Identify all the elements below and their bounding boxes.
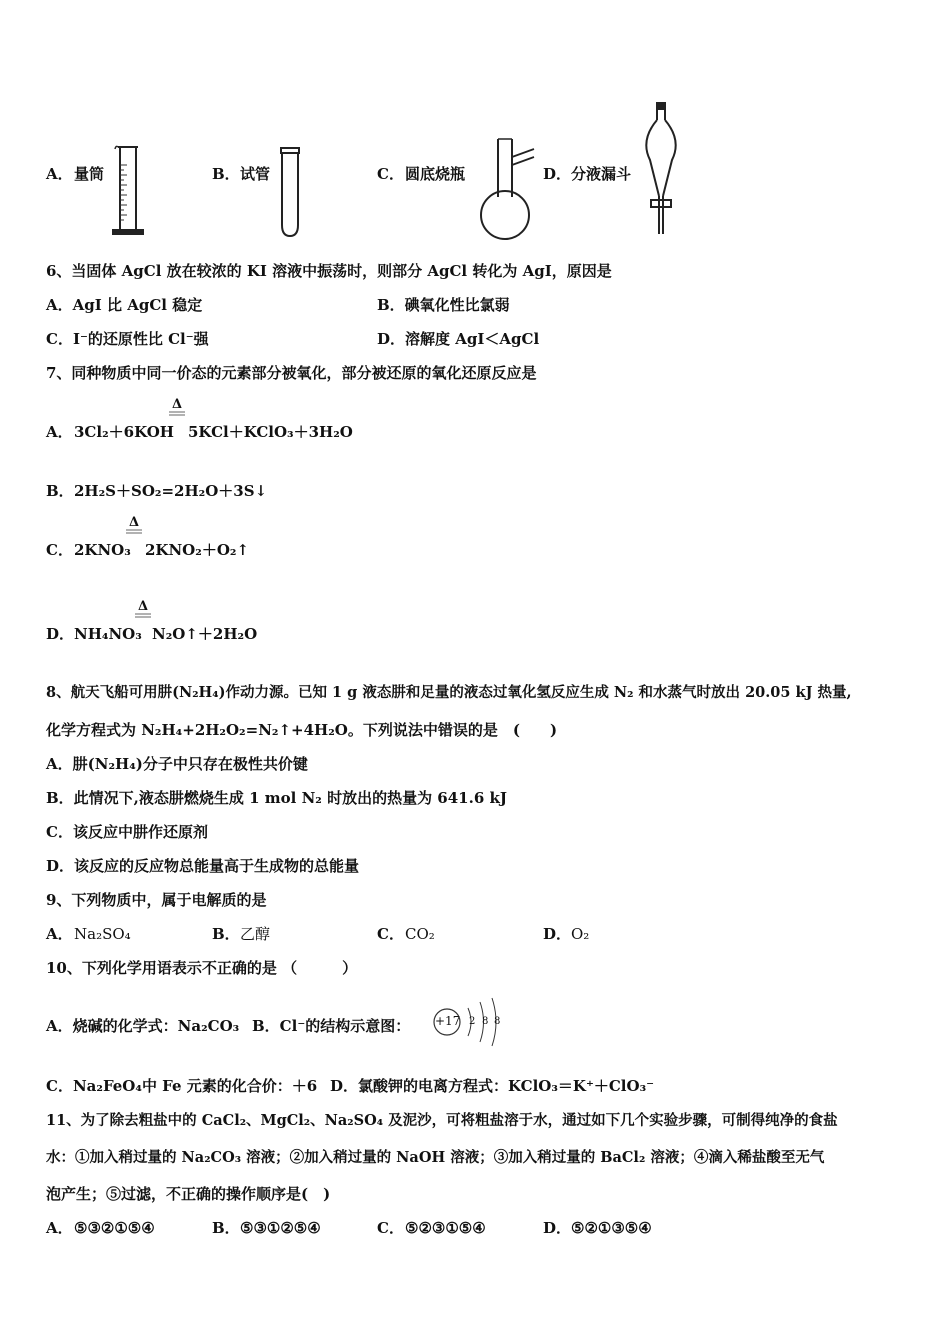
option-text: 乙醇: [240, 925, 271, 943]
option-c: C．Na₂FeO₄中 Fe 元素的化合价：＋6: [46, 1077, 318, 1095]
question-stem-line-2: 化学方程式为 N₂H₄+2H₂O₂=N₂↑+4H₂O。下列说法中错误的是 ( ): [46, 721, 558, 739]
option-label: B．: [212, 165, 240, 183]
nucleus-charge: +17: [435, 1014, 461, 1028]
option-label: A．: [46, 925, 73, 943]
option-text: O₂: [571, 925, 590, 943]
equation: 2H₂S＋SO₂=2H₂O＋3S↓: [74, 482, 268, 500]
option-text: ⑤③②①⑤④: [74, 1219, 155, 1237]
option-text: 试管: [240, 165, 271, 183]
option-label: B．: [212, 1219, 240, 1237]
graduated-cylinder-icon: [110, 145, 150, 237]
option-c: C．该反应中肼作还原剂: [46, 823, 208, 841]
option-label: C．: [377, 1219, 404, 1237]
option-a: A．肼(N₂H₄)分子中只存在极性共价键: [46, 755, 308, 773]
question-stem: 6、当固体 AgCl 放在较浓的 KI 溶液中振荡时，则部分 AgCl 转化为 AgI，原因是: [46, 262, 612, 280]
option-label: C．: [377, 165, 404, 183]
option-d: D．氯酸钾的电离方程式：KClO₃＝K⁺＋ClO₃⁻: [330, 1077, 655, 1095]
question-stem: 10、下列化学用语表示不正确的是 （ ）: [46, 959, 358, 977]
option-label: A．: [46, 165, 73, 183]
option-label: A．: [46, 423, 73, 441]
option-text: 圆底烧瓶: [405, 165, 466, 183]
separatory-funnel-icon: [636, 100, 686, 238]
question-stem-line-1: 8、航天飞船可用肼(N₂H₄)作动力源。已知 1 g 液态肼和足量的液态过氧化氢反应生成 N₂ 和水蒸气时放出 20.05 kJ 热量,: [46, 684, 852, 701]
heat-symbol: Δ: [137, 599, 149, 614]
heat-symbol: Δ: [128, 515, 140, 530]
option-a: A．烧碱的化学式：Na₂CO₃: [46, 1017, 240, 1035]
option-text: ⑤③①②⑤④: [240, 1219, 321, 1237]
option-label: D．: [543, 165, 572, 183]
products: N₂O↑＋2H₂O: [152, 625, 258, 643]
option-label: A．: [46, 1219, 73, 1237]
option-c: C．I⁻的还原性比 Cl⁻强: [46, 330, 209, 348]
option-b: B．Cl⁻的结构示意图：: [252, 1017, 411, 1035]
question-stem-line-1: 11、为了除去粗盐中的 CaCl₂、MgCl₂、Na₂SO₄ 及泥沙，可将粗盐溶于水，通过如下几个实验步骤，可制得纯净的食盐: [46, 1112, 838, 1129]
option-a: A．AgI 比 AgCl 稳定: [46, 296, 203, 314]
option-b: B．此情况下,液态肼燃烧生成 1 mol N₂ 时放出的热量为 641.6 kJ: [46, 789, 507, 807]
heat-symbol: Δ: [171, 397, 183, 412]
option-text: 量筒: [74, 165, 105, 183]
option-text: 分液漏斗: [571, 165, 632, 183]
option-text: ⑤②①③⑤④: [571, 1219, 652, 1237]
option-d: D．该反应的反应物总能量高于生成物的总能量: [46, 857, 360, 875]
option-label: C．: [46, 541, 73, 559]
products: 2KNO₂＋O₂↑: [145, 541, 250, 559]
option-label: B．: [212, 925, 240, 943]
option-text: ⑤②③①⑤④: [405, 1219, 486, 1237]
reactants: NH₄NO₃: [74, 625, 142, 643]
option-b: B．碘氧化性比氯弱: [377, 296, 510, 314]
shell-electrons-2: 8: [482, 1016, 489, 1027]
option-text: Na₂SO₄: [74, 925, 131, 943]
option-text: CO₂: [405, 925, 435, 943]
products: 5KCl＋KClO₃＋3H₂O: [188, 423, 353, 441]
question-stem: 9、下列物质中，属于电解质的是: [46, 891, 267, 909]
equals-sign-icon: [168, 410, 186, 420]
question-stem-line-2: 水：①加入稍过量的 Na₂CO₃ 溶液；②加入稍过量的 NaOH 溶液；③加入稍过量的 BaCl₂ 溶液；④滴入稀盐酸至无气: [46, 1149, 825, 1166]
reactants: 2KNO₃: [74, 541, 131, 559]
equals-sign-icon: [134, 612, 152, 622]
option-label: D．: [46, 625, 75, 643]
reactants: 3Cl₂＋6KOH: [74, 423, 174, 441]
option-label: C．: [377, 925, 404, 943]
shell-electrons-1: 2: [469, 1016, 476, 1027]
question-stem: 7、同种物质中同一价态的元素部分被氧化，部分被还原的氧化还原反应是: [46, 364, 537, 382]
test-tube-icon: [278, 145, 304, 239]
option-label: B．: [46, 482, 74, 500]
question-stem-line-3: 泡产生；⑤过滤，不正确的操作顺序是( ): [46, 1185, 331, 1203]
option-d: D．溶解度 AgI＜AgCl: [377, 330, 540, 348]
option-label: D．: [543, 1219, 572, 1237]
equals-sign-icon: [125, 528, 143, 538]
round-bottom-flask-icon: [472, 135, 540, 241]
shell-electrons-3: 8: [494, 1016, 501, 1027]
option-label: D．: [543, 925, 572, 943]
